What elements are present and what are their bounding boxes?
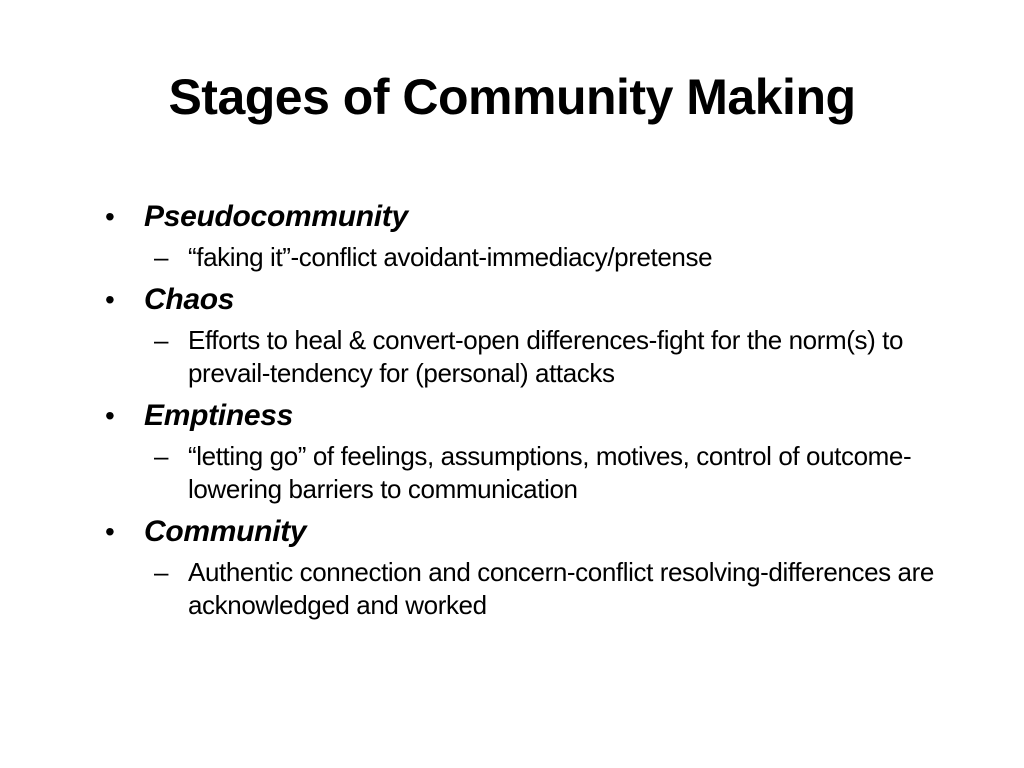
stage-detail-text: “letting go” of feelings, assumptions, motives, control of outcome-lowering barriers to communication <box>188 441 912 504</box>
stage-detail <box>104 556 984 622</box>
stage-detail-text: Authentic connection and concern-conflict resolving-differences are acknowledged and worked <box>188 557 934 620</box>
stage-list <box>104 196 984 627</box>
stage-heading <box>104 279 984 321</box>
stage-detail <box>104 241 984 274</box>
dash-icon: – <box>154 325 169 355</box>
bullet-icon: • <box>105 201 115 232</box>
stage-label: Chaos <box>144 283 235 316</box>
stage-item-chaos <box>104 279 984 390</box>
stage-item-emptiness <box>104 395 984 506</box>
stage-label: Pseudocommunity <box>144 200 408 233</box>
slide-title: Stages of Community Making <box>168 69 856 125</box>
stage-detail <box>104 324 984 390</box>
stage-item-pseudocommunity <box>104 196 984 274</box>
bullet-icon: • <box>105 400 115 431</box>
stage-label: Emptiness <box>144 399 294 432</box>
stage-item-community <box>104 511 984 622</box>
stage-heading <box>104 196 984 238</box>
stage-detail <box>104 440 984 506</box>
dash-icon: – <box>154 557 169 587</box>
stage-heading <box>104 511 984 553</box>
stage-label: Community <box>144 515 307 548</box>
stage-heading <box>104 395 984 437</box>
dash-icon: – <box>154 441 169 471</box>
bullet-icon: • <box>105 516 115 547</box>
bullet-icon: • <box>105 284 115 315</box>
dash-icon: – <box>154 242 169 272</box>
stage-detail-text: “faking it”-conflict avoidant-immediacy/pretense <box>188 242 713 272</box>
stage-detail-text: Efforts to heal & convert-open differences-fight for the norm(s) to prevail-tendency for (personal) attacks <box>188 325 904 388</box>
